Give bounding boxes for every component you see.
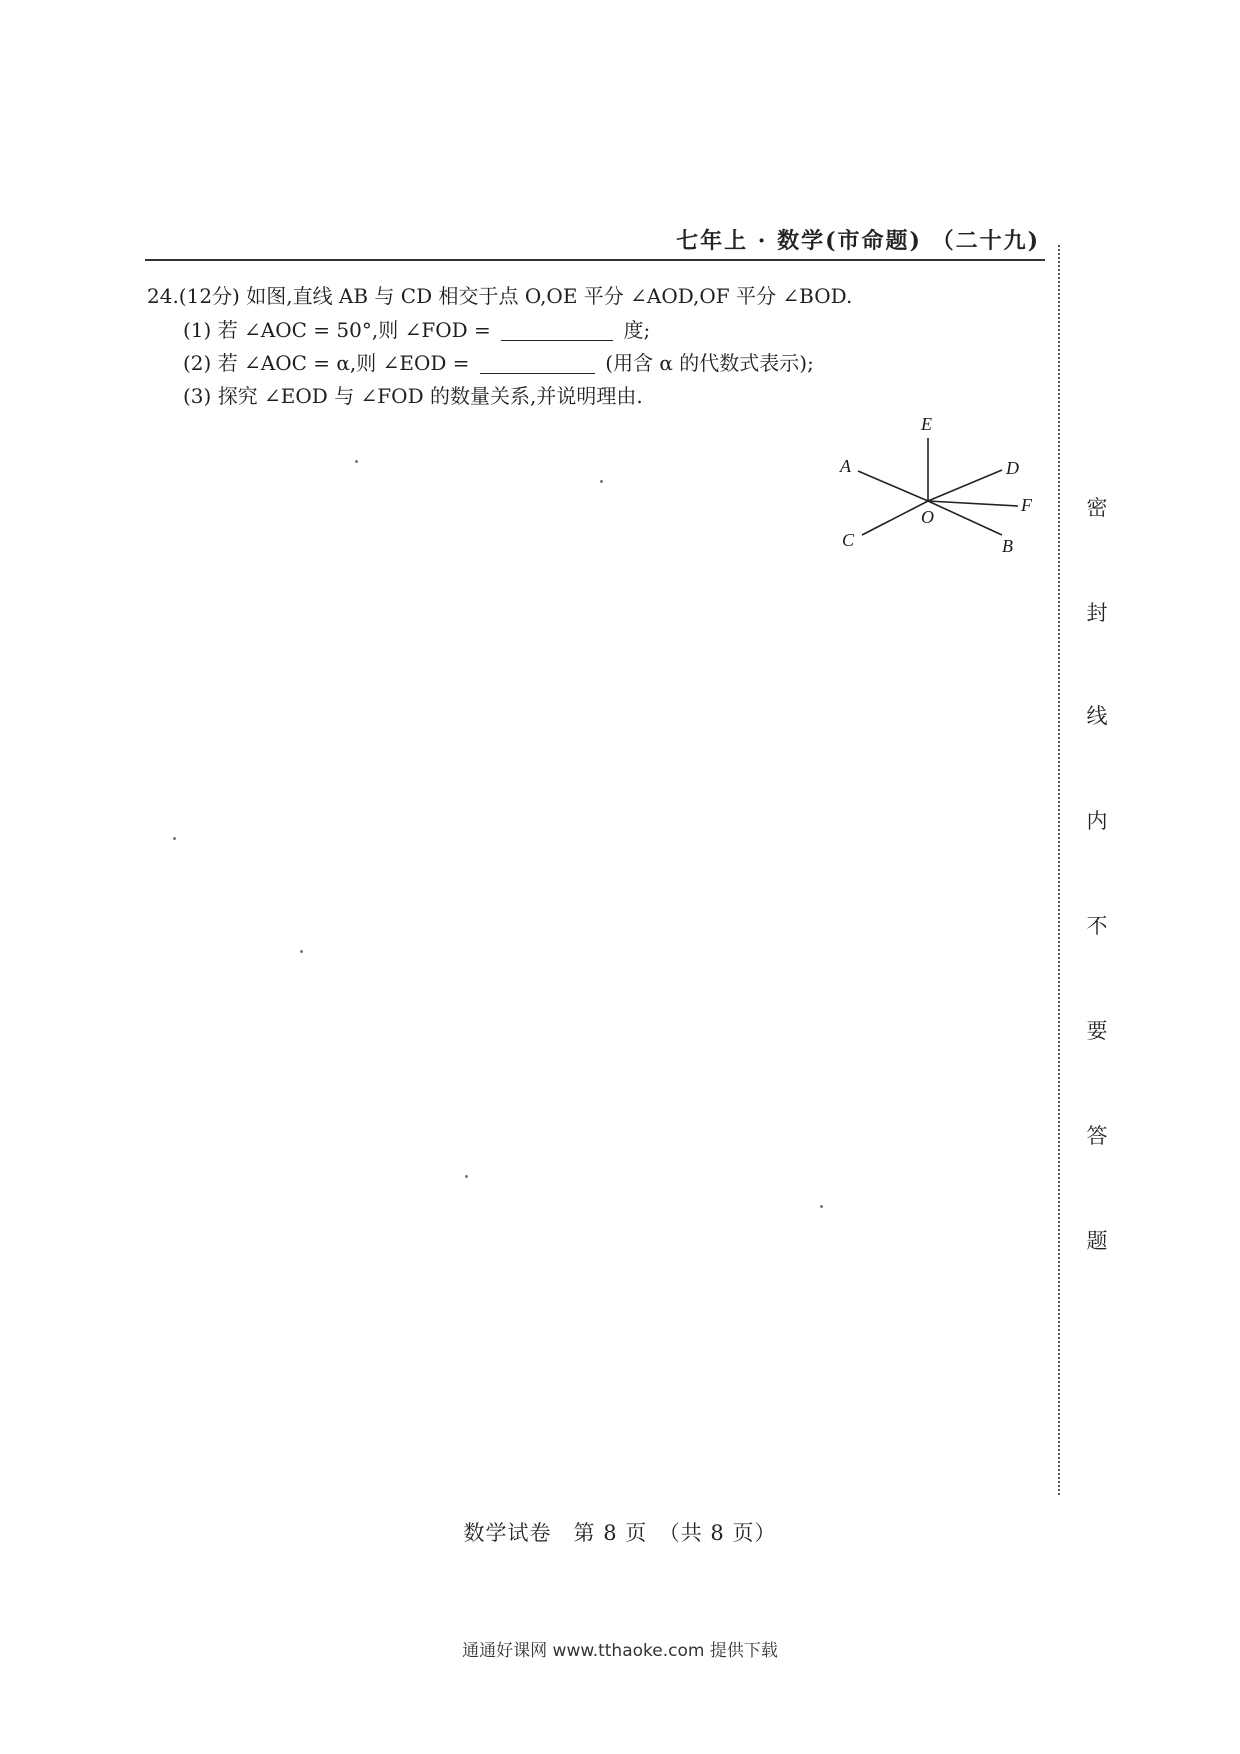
ray-oc xyxy=(862,501,928,535)
question-stem: 24.(12分) 如图,直线 AB 与 CD 相交于点 O,OE 平分 ∠AOD,OF 平分 ∠BOD. xyxy=(147,284,853,308)
footer-page-number: 数学试卷 第 8 页 （共 8 页） xyxy=(463,1521,777,1545)
question-part-2 xyxy=(183,347,814,376)
answer-blank-1[interactable] xyxy=(501,320,613,341)
ray-oa xyxy=(858,471,928,501)
footer-site: 通通好课网 www.tthaoke.com 提供下载 xyxy=(462,1641,778,1661)
seal-char-3: 线 xyxy=(1086,704,1108,728)
answer-blank-2[interactable] xyxy=(480,353,595,374)
part-1-text: (1) 若 ∠AOC = 50°,则 ∠FOD = xyxy=(183,318,491,342)
seal-char-5: 不 xyxy=(1086,914,1108,938)
header-title: 七年上 · 数学(市命题) （二十九) xyxy=(676,228,1040,254)
label-d: D xyxy=(1006,458,1019,478)
part-1-unit: 度; xyxy=(623,318,651,342)
ray-od xyxy=(928,470,1002,501)
scan-speck xyxy=(600,480,603,483)
ray-ob xyxy=(928,501,1002,535)
seal-char-2: 封 xyxy=(1086,601,1108,625)
scan-speck xyxy=(300,950,303,953)
label-f: F xyxy=(1021,495,1032,515)
header-rule xyxy=(145,259,1045,261)
scan-speck xyxy=(173,837,176,840)
label-c: C xyxy=(842,530,855,550)
part-2-note: (用含 α 的代数式表示); xyxy=(605,351,814,375)
ray-of xyxy=(928,501,1018,506)
scan-speck xyxy=(820,1205,823,1208)
seal-char-8: 题 xyxy=(1086,1229,1108,1253)
seal-char-6: 要 xyxy=(1086,1019,1108,1043)
part-2-text: (2) 若 ∠AOC = α,则 ∠EOD = xyxy=(183,351,470,375)
seal-char-7: 答 xyxy=(1086,1124,1108,1148)
question-part-3: (3) 探究 ∠EOD 与 ∠FOD 的数量关系,并说明理由. xyxy=(183,384,643,408)
label-b: B xyxy=(1002,536,1013,556)
label-e: E xyxy=(921,414,932,434)
seal-char-4: 内 xyxy=(1086,809,1108,833)
question-part-1 xyxy=(183,314,650,343)
geometry-diagram xyxy=(830,410,1050,560)
label-a: A xyxy=(840,456,851,476)
seal-char-1: 密 xyxy=(1086,496,1108,520)
scan-speck xyxy=(355,460,358,463)
label-o: O xyxy=(921,507,934,527)
scan-speck xyxy=(465,1175,468,1178)
seal-line xyxy=(1058,245,1060,1495)
